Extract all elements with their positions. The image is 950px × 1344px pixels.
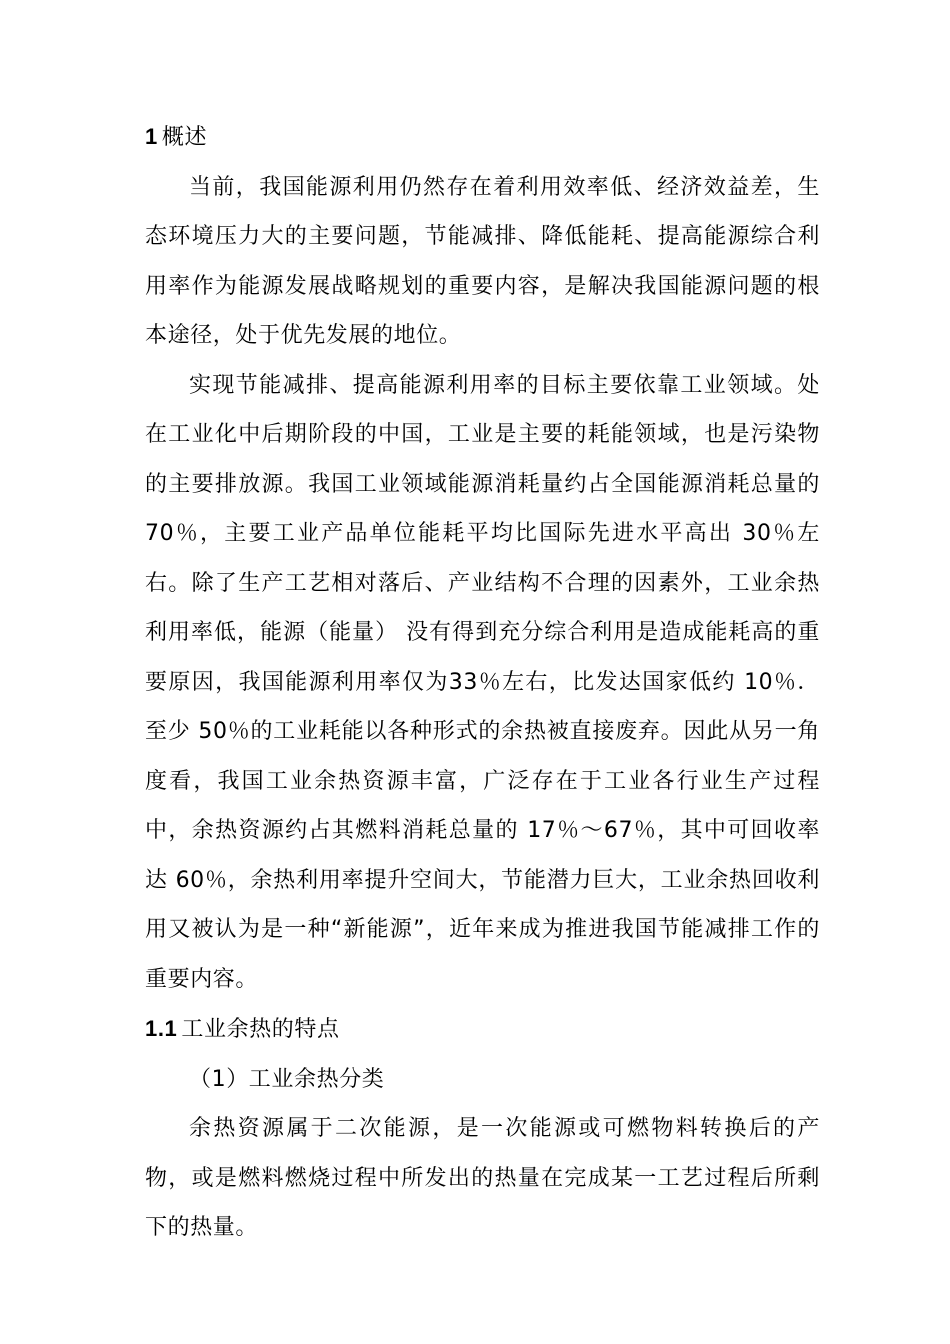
section-number: 1 — [145, 124, 158, 149]
section-heading-1 — [145, 112, 820, 163]
subheading-item-1: （1）工业余热分类 — [189, 1066, 385, 1092]
paragraph-2: 实现节能减排、提高能源利用率的目标主要依靠工业领域。处在工业化中后期阶段的中国，工业是主要的耗能领域，也是污染物的主要排放源。我国工业领域能源消耗量约占全国能源消耗总量的70％，主要工业产品单位能耗平均比国际先进水平高出 30％左右。除了生产工艺相对落后、产业结构不合理的因素外，工业余热利用率低，能源（能量） 没有得到充分综合利用是造成能耗高的重要原因，我国能源利用率仅为33％左右，比发达国家低约 10％．至少 50％的工业耗能以各种形式的余热被直接废弃。因此从另一角度看，我国工业余热资源丰富，广泛存在于工业各行业生产过程中，余热资源约占其燃料消耗总量的 17％～67％，其中可回收率达 60％，余热利用率提升空间大，节能潜力巨大，工业余热回收利用又被认为是一种“新能源”，近年来成为推进我国节能减排工作的重要内容。 — [145, 372, 820, 992]
paragraph-1: 当前，我国能源利用仍然存在着利用效率低、经济效益差，生态环境压力大的主要问题，节能减排、降低能耗、提高能源综合利用率作为能源发展战略规划的重要内容，是解决我国能源问题的根本途径，处于优先发展的地位。 — [145, 174, 820, 348]
subsection-title: 工业余热的特点 — [181, 1017, 340, 1042]
document-page — [145, 112, 820, 1253]
section-heading-1-1 — [145, 1004, 820, 1055]
section-title: 概述 — [161, 125, 208, 150]
subsection-number: 1.1 — [145, 1016, 178, 1041]
paragraph-3: 余热资源属于二次能源，是一次能源或可燃物料转换后的产物，或是燃料燃烧过程中所发出的热量在完成某一工艺过程后所剩下的热量。 — [145, 1116, 820, 1240]
